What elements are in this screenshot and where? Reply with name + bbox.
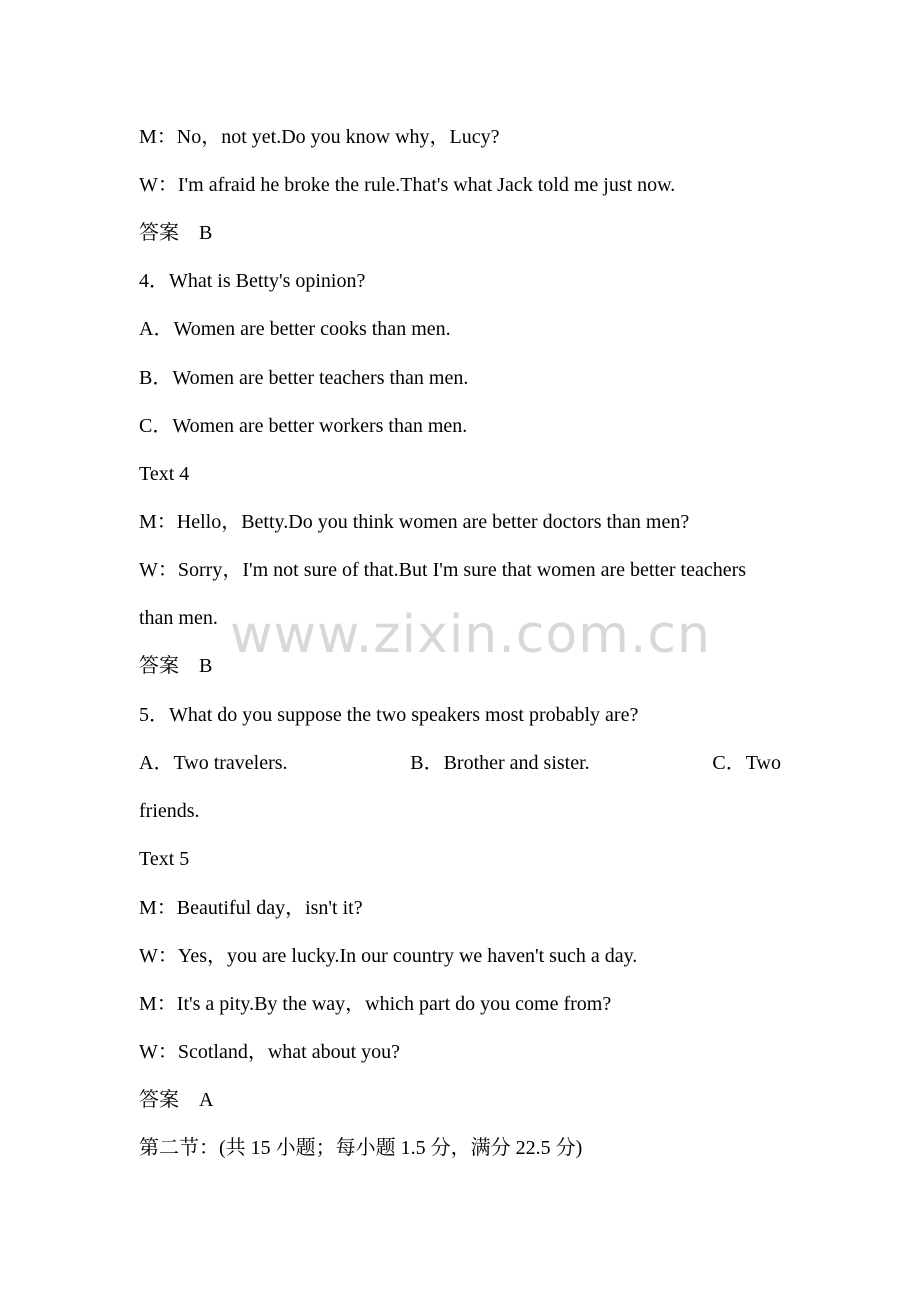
dialogue-line-m-pity: M：It's a pity.By the way，which part do you come from? <box>139 993 612 1015</box>
dialogue-line-m-lucy: M：No，not yet.Do you know why，Lucy? <box>139 126 500 148</box>
option-4c: C．Women are better workers than men. <box>139 415 468 437</box>
option-4a: A．Women are better cooks than men. <box>139 318 451 340</box>
dialogue-line-m-beautiful: M：Beautiful day，isn't it? <box>139 897 363 919</box>
question-4: 4．What is Betty's opinion? <box>139 270 366 292</box>
dialogue-line-w-rule: W：I'm afraid he broke the rule.That's what Jack told me just now. <box>139 174 676 196</box>
section-two-heading: 第二节：(共 15 小题；每小题 1.5 分，满分 22.5 分) <box>139 1137 583 1159</box>
text-4-heading: Text 4 <box>139 463 190 485</box>
dialogue-line-w-scotland: W：Scotland，what about you? <box>139 1041 401 1063</box>
text-5-heading: Text 5 <box>139 848 190 870</box>
dialogue-line-w-sorry-cont: than men. <box>139 607 218 629</box>
option-5b: B．Brother and sister. <box>410 752 590 774</box>
answer-line-q3: 答案 B <box>139 222 213 244</box>
dialogue-line-m-betty: M：Hello，Betty.Do you think women are better doctors than men? <box>139 511 690 533</box>
option-4b: B．Women are better teachers than men. <box>139 367 469 389</box>
watermark: www.zixin.com.cn <box>230 605 711 665</box>
question-5-options <box>139 750 781 776</box>
option-5c: C．Two <box>712 752 781 774</box>
dialogue-line-w-sorry: W：Sorry，I'm not sure of that.But I'm sure that women are better teachers <box>139 559 747 581</box>
option-5c-cont: friends. <box>139 800 200 822</box>
dialogue-line-w-lucky: W：Yes，you are lucky.In our country we haven't such a day. <box>139 945 638 967</box>
answer-line-q4: 答案 B <box>139 655 213 677</box>
answer-line-q5: 答案 A <box>139 1089 214 1111</box>
question-5: 5．What do you suppose the two speakers most probably are? <box>139 704 639 726</box>
option-5a: A．Two travelers. <box>139 752 288 774</box>
